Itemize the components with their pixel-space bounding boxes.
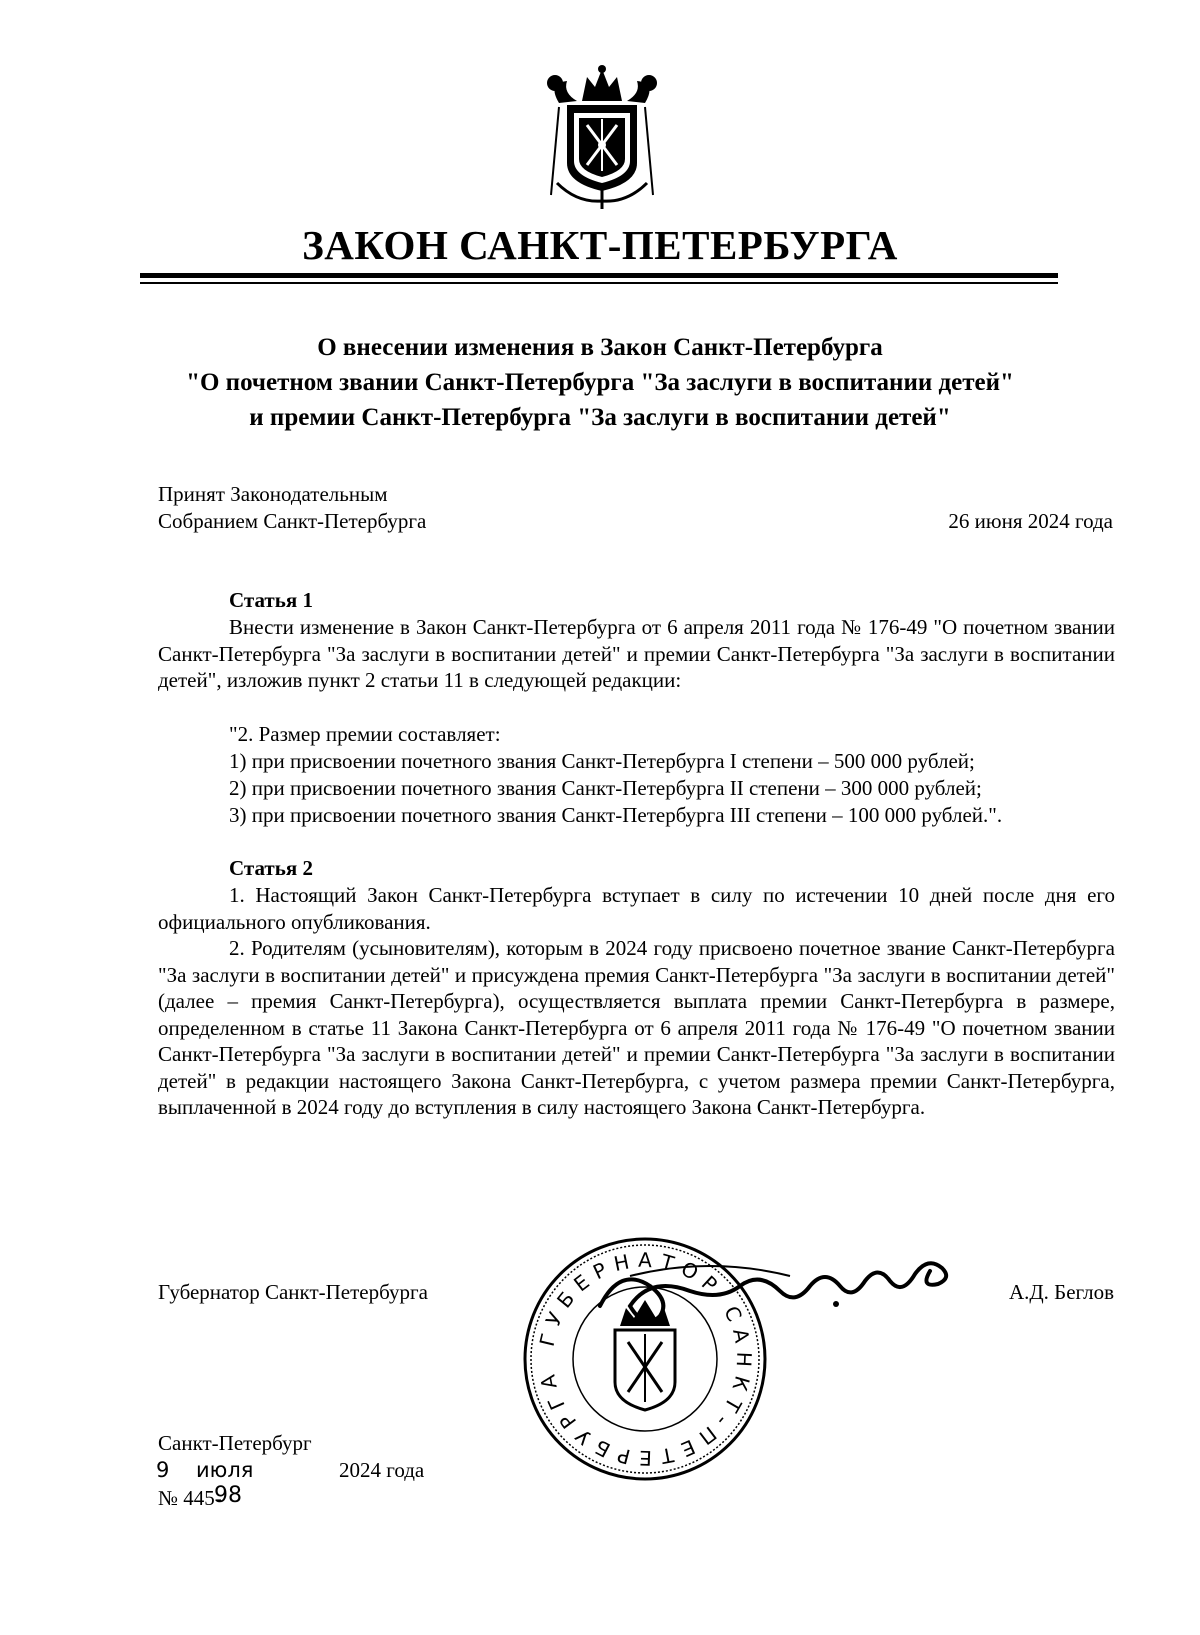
- signing-month: июля: [196, 1458, 254, 1482]
- signatory-name: А.Д. Беглов: [1008, 1280, 1114, 1304]
- adopted-by-line: Принят Законодательным: [158, 482, 388, 506]
- article1-heading: Статья 1: [229, 588, 313, 612]
- law-number-value: 98: [214, 1483, 242, 1508]
- article2-paragraph-2: 2. Родителям (усыновителям), которым в 2024 году присвоено почетное звание Санкт-Петербурга "За заслуги в воспитании детей" и присуждена премия Санкт-Петербурга "За заслуги в воспитании детей" (далее – премия Санкт-Петербурга), осуществляется выплата премии Санкт-Петербурга в размере, определенном в статье 11 Закона Санкт-Петербурга от 6 апреля 2011 года № 176-49 "О почетном звании Санкт-Петербурга "За заслуги в воспитании детей" и премии Санкт-Петербурга "За заслуги в воспитании детей" в редакции настоящего Закона Санкт-Петербурга, с учетом размера премии Санкт-Петербурга, выплаченной в 2024 году до вступления в силу настоящего Закона Санкт-Петербурга.: [158, 936, 1115, 1119]
- signing-year: 2024 года: [339, 1458, 425, 1482]
- article1-quote-line: 2) при присвоении почетного звания Санкт-Петербурга II степени – 300 000 рублей;: [229, 776, 982, 800]
- title-divider-thin: [140, 282, 1058, 284]
- adopted-by-line: Собранием Санкт-Петербурга: [158, 508, 427, 533]
- article1-quote-line: "2. Размер премии составляет:: [229, 722, 501, 746]
- adopted-by: [158, 481, 426, 534]
- law-title: ЗАКОН САНКТ-ПЕТЕРБУРГА: [302, 222, 898, 268]
- signing-place: Санкт-Петербург: [158, 1431, 312, 1455]
- adopted-date: 26 июня 2024 года: [948, 509, 1113, 533]
- svg-text:ГУБЕРНАТОР САНКТ-ПЕТЕРБУРГА: ГУБЕРНАТОР САНКТ-ПЕТЕРБУРГА: [533, 1247, 757, 1471]
- article2-paragraph-1: 1. Настоящий Закон Санкт-Петербурга вступает в силу по истечении 10 дней после дня его официального опубликования.: [158, 883, 1115, 934]
- signatory-title: Губернатор Санкт-Петербурга: [158, 1280, 428, 1304]
- article1-quote-line: 1) при присвоении почетного звания Санкт-Петербурга I степени – 500 000 рублей;: [229, 749, 975, 773]
- coat-of-arms-icon: [537, 63, 667, 211]
- article1-body: Внести изменение в Закон Санкт-Петербурга от 6 апреля 2011 года № 176-49 "О почетном звании Санкт-Петербурга "За заслуги в воспитании детей" и премии Санкт-Петербурга "За заслуги в воспитании детей", изложив пункт 2 статьи 11 в следующей редакции:: [158, 615, 1115, 692]
- law-number-prefix: № 445-: [158, 1486, 222, 1510]
- article1-quote-line: 3) при присвоении почетного звания Санкт-Петербурга III степени – 100 000 рублей.".: [229, 803, 1003, 827]
- law-subject: [0, 330, 1200, 435]
- subject-line: и премии Санкт-Петербурга "За заслуги в воспитании детей": [249, 404, 951, 431]
- title-divider-thick: [140, 273, 1058, 278]
- signing-day: 9: [156, 1458, 170, 1482]
- subject-line: О внесении изменения в Закон Санкт-Петербурга: [317, 334, 883, 361]
- article2-heading: Статья 2: [229, 856, 313, 880]
- handwritten-signature-icon: [590, 1246, 970, 1336]
- subject-line: "О почетном звании Санкт-Петербурга "За заслуги в воспитании детей": [186, 369, 1014, 396]
